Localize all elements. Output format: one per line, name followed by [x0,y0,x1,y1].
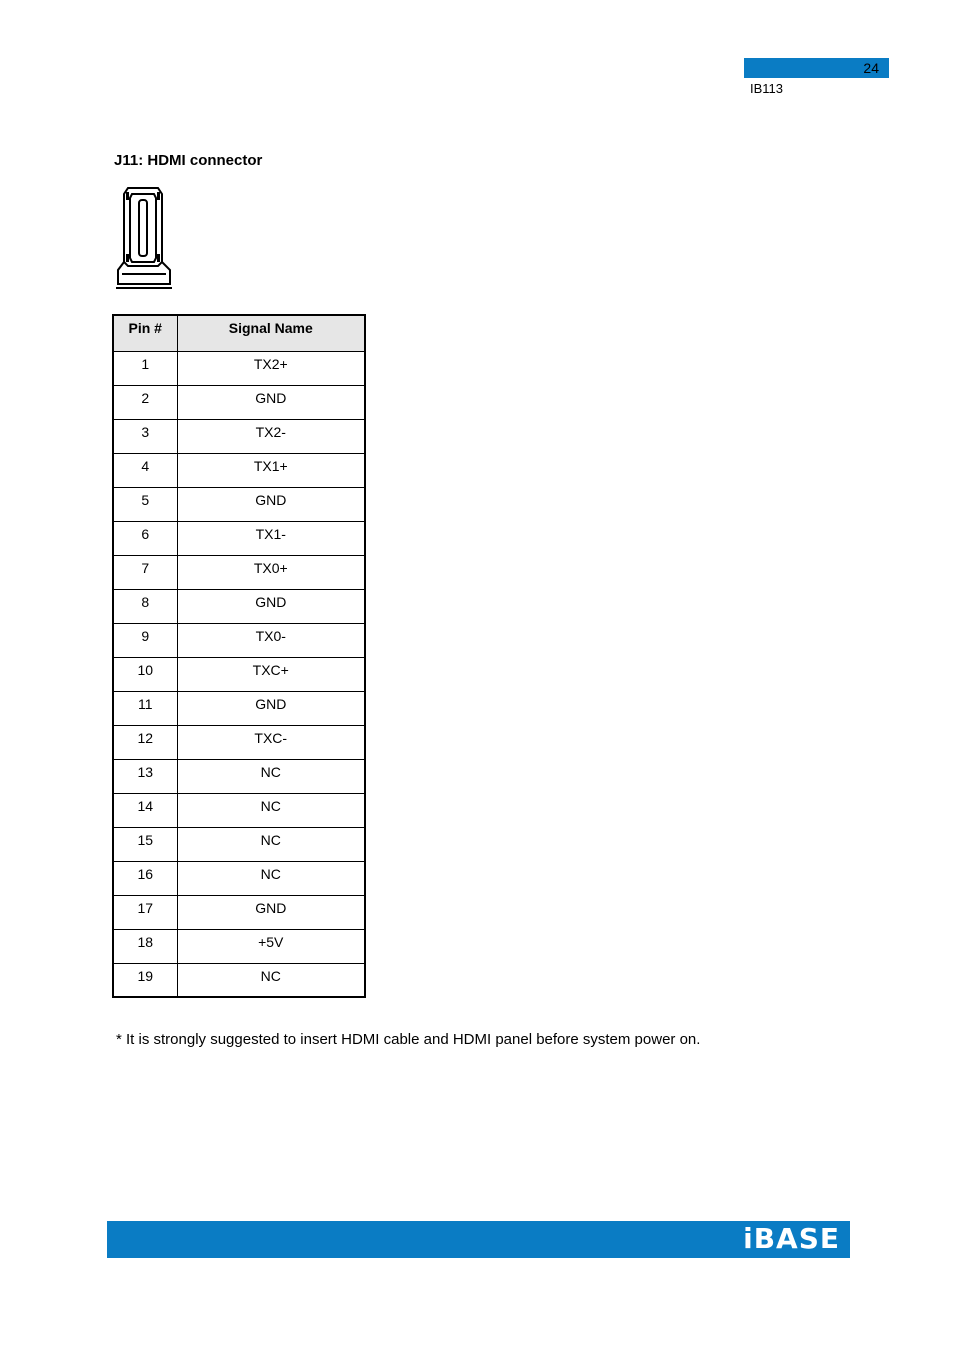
pin-cell: 7 [113,555,177,589]
signal-cell: NC [177,861,365,895]
pin-cell: 4 [113,453,177,487]
document-id: IB113 [750,81,784,96]
pin-cell: 6 [113,521,177,555]
table-row [113,827,365,861]
signal-cell: GND [177,895,365,929]
power-on-note: * It is strongly suggested to insert HDMI cable and HDMI panel before system power on. [116,1031,701,1048]
table-row [113,725,365,759]
page-number-bar [744,58,889,78]
signal-cell: GND [177,385,365,419]
pin-cell: 9 [113,623,177,657]
table-row [113,555,365,589]
table-row [113,419,365,453]
signal-cell: TX0- [177,623,365,657]
table-row [113,623,365,657]
signal-cell: TX2- [177,419,365,453]
section-title: J11: HDMI connector [114,152,263,169]
pin-cell: 17 [113,895,177,929]
pin-cell: 1 [113,351,177,385]
pin-cell: 8 [113,589,177,623]
signal-cell: TXC+ [177,657,365,691]
pin-cell: 12 [113,725,177,759]
ibase-logo: iBASE [743,1222,840,1255]
pin-cell: 2 [113,385,177,419]
signal-cell: TX1+ [177,453,365,487]
signal-cell: GND [177,691,365,725]
signal-cell: NC [177,827,365,861]
table-row [113,929,365,963]
page-number: 24 [863,60,879,76]
table-row [113,793,365,827]
signal-cell: NC [177,793,365,827]
table-row [113,691,365,725]
table-row [113,589,365,623]
table-row [113,453,365,487]
pin-cell: 19 [113,963,177,997]
pin-cell: 5 [113,487,177,521]
pin-cell: 15 [113,827,177,861]
table-row [113,759,365,793]
signal-cell: TXC- [177,725,365,759]
signal-cell: GND [177,589,365,623]
pin-cell: 13 [113,759,177,793]
table-row [113,521,365,555]
table-row [113,487,365,521]
pin-cell: 18 [113,929,177,963]
pin-table [112,314,366,998]
table-row [113,351,365,385]
pin-cell: 10 [113,657,177,691]
table-row [113,657,365,691]
table-row [113,861,365,895]
table-header-row [113,315,365,351]
hdmi-connector-icon [114,184,174,290]
header-signal-name: Signal Name [177,315,365,351]
table-row [113,963,365,997]
signal-cell: NC [177,759,365,793]
header-pin: Pin # [113,315,177,351]
pin-cell: 16 [113,861,177,895]
signal-cell: TX2+ [177,351,365,385]
pin-cell: 3 [113,419,177,453]
signal-cell: TX1- [177,521,365,555]
signal-cell: TX0+ [177,555,365,589]
pin-cell: 14 [113,793,177,827]
signal-cell: +5V [177,929,365,963]
pin-cell: 11 [113,691,177,725]
signal-cell: GND [177,487,365,521]
signal-cell: NC [177,963,365,997]
table-row [113,895,365,929]
table-row [113,385,365,419]
footer-bar [107,1221,850,1258]
